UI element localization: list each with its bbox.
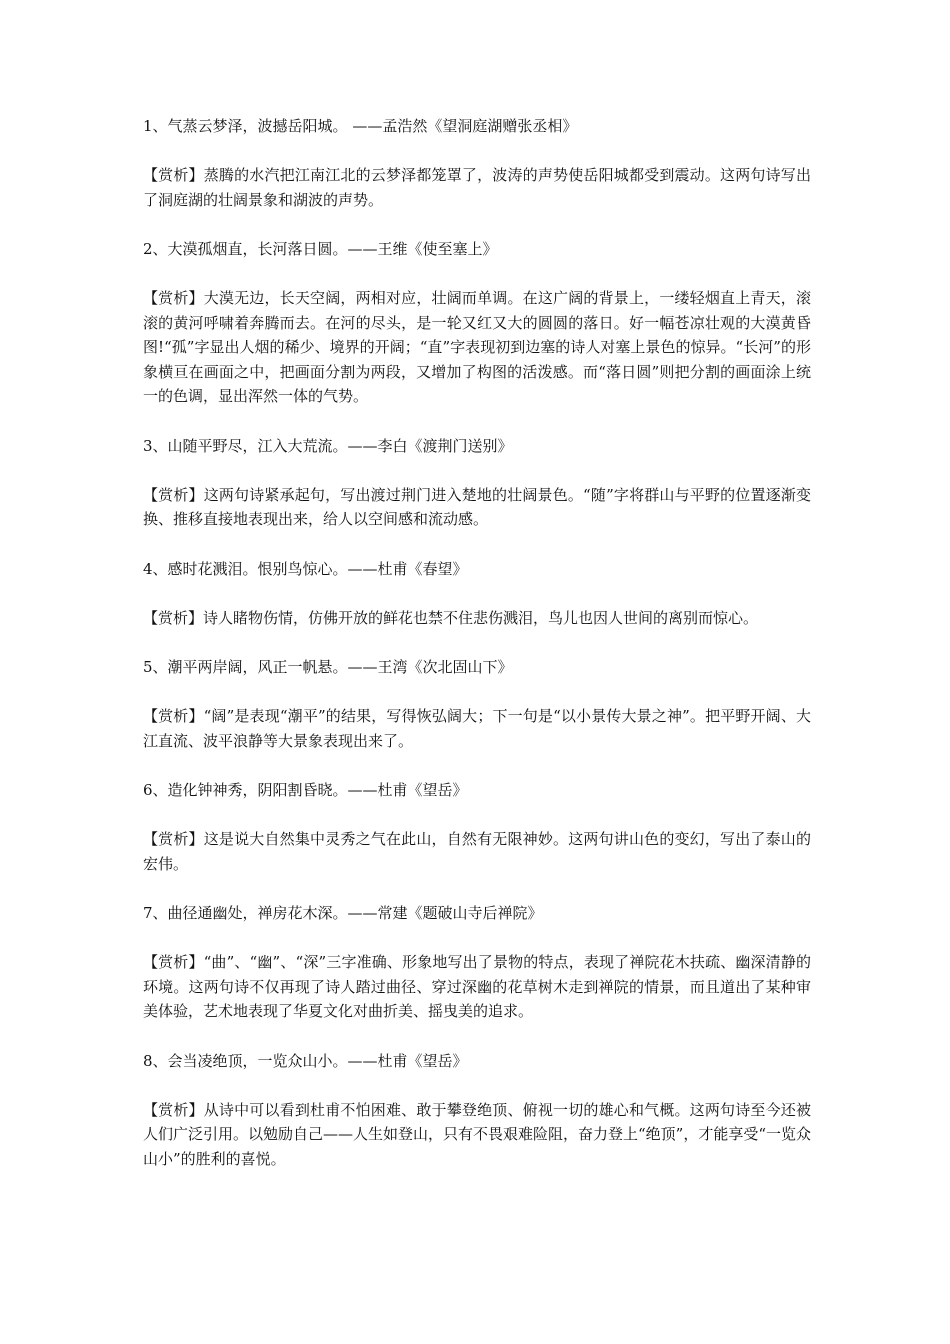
poem-line: 4、感时花溅泪。恨别鸟惊心。——杜甫《春望》 (143, 559, 468, 578)
appreciation-paragraph (143, 950, 811, 1024)
poem-entry-7 (143, 901, 811, 1024)
poem-entry-5 (143, 655, 811, 753)
appreciation-tag: 【赏析】 (143, 1100, 204, 1119)
poem-entry-6 (143, 778, 811, 876)
appreciation-tag: 【赏析】 (143, 166, 204, 184)
appreciation-tag: 【赏析】 (143, 707, 204, 725)
poem-entry-2 (143, 237, 811, 409)
document-page (143, 114, 811, 1196)
appreciation-text: 这是说大自然集中灵秀之气在此山，自然有无限神妙。这两句讲山色的变幻，写出了泰山的宏伟。 (143, 830, 811, 873)
appreciation-text: “阔”是表现“潮平”的结果，写得恢弘阔大；下一句是“以小景传大景之神”。把平野开阔、大江直流、波平浪静等大景象表现出来了。 (143, 707, 811, 750)
appreciation-tag: 【赏析】 (143, 608, 204, 627)
appreciation-paragraph (143, 483, 811, 532)
appreciation-paragraph (143, 704, 811, 753)
appreciation-text: “曲”、“幽”、“深”三字准确、形象地写出了景物的特点，表现了禅院花木扶疏、幽深清静的环境。这两句诗不仅再现了诗人踏过曲径、穿过深幽的花草树木走到禅院的情景，而且道出了某种审美体验，艺术地表现了华夏文化对曲折美、摇曳美的追求。 (143, 953, 811, 1020)
appreciation-paragraph (143, 1098, 811, 1172)
appreciation-paragraph (143, 286, 811, 409)
appreciation-text: 诗人睹物伤情，仿佛开放的鲜花也禁不住悲伤溅泪，鸟儿也因人世间的离别而惊心。 (203, 608, 759, 627)
appreciation-tag: 【赏析】 (143, 953, 204, 971)
appreciation-paragraph (143, 163, 811, 212)
appreciation-paragraph (143, 827, 811, 876)
appreciation-tag: 【赏析】 (143, 830, 204, 848)
poem-entry-1 (143, 114, 811, 212)
poem-line: 3、山随平野尽，江入大荒流。——李白《渡荆门送别》 (143, 436, 513, 455)
poem-entry-8 (143, 1049, 811, 1172)
poem-line: 5、潮平两岸阔，风正一帆悬。——王湾《次北固山下》 (143, 658, 513, 676)
appreciation-text: 蒸腾的水汽把江南江北的云梦泽都笼罩了，波涛的声势使岳阳城都受到震动。这两句诗写出了洞庭湖的壮阔景象和湖波的声势。 (143, 166, 811, 209)
appreciation-tag: 【赏析】 (143, 485, 204, 504)
poem-line: 6、造化钟神秀，阴阳割昏晓。——杜甫《望岳》 (143, 781, 468, 799)
appreciation-text: 这两句诗紧承起句，写出渡过荆门进入楚地的壮阔景色。“随”字将群山与平野的位置逐渐变换、推移直接地表现出来，给人以空间感和流动感。 (143, 485, 811, 528)
poem-line: 7、曲径通幽处，禅房花木深。——常建《题破山寺后禅院》 (143, 904, 543, 922)
poem-entry-3 (143, 434, 811, 532)
appreciation-text: 从诗中可以看到杜甫不怕困难、敢于攀登绝顶、俯视一切的雄心和气概。这两句诗至今还被人们广泛引用。以勉励自己——人生如登山，只有不畏艰难险阻，奋力登上“绝顶”，才能享受“一览众山小”的胜利的喜悦。 (143, 1100, 812, 1168)
poem-line: 2、大漠孤烟直，长河落日圆。——王维《使至塞上》 (143, 240, 498, 258)
poem-line: 1、气蒸云梦泽，波撼岳阳城。 ——孟浩然《望洞庭湖赠张丞相》 (143, 117, 578, 135)
appreciation-tag: 【赏析】 (143, 289, 204, 307)
appreciation-paragraph (143, 606, 811, 631)
poem-entry-4 (143, 557, 811, 631)
poem-line: 8、会当凌绝顶，一览众山小。——杜甫《望岳》 (143, 1051, 468, 1070)
appreciation-text: 大漠无边，长天空阔，两相对应，壮阔而单调。在这广阔的背景上，一缕轻烟直上青天，滚滚的黄河呼啸着奔腾而去。在河的尽头，是一轮又红又大的圆圆的落日。好一幅苍凉壮观的大漠黄昏图!“孤”字显出人烟的稀少、境界的开阔；“直”字表现初到边塞的诗人对塞上景色的惊异。“长河”的形象横亘在画面之中，把画面分割为两段，又增加了构图的活泼感。而“落日圆”则把分割的画面涂上统一的色调，显出浑然一体的气势。 (143, 289, 811, 405)
